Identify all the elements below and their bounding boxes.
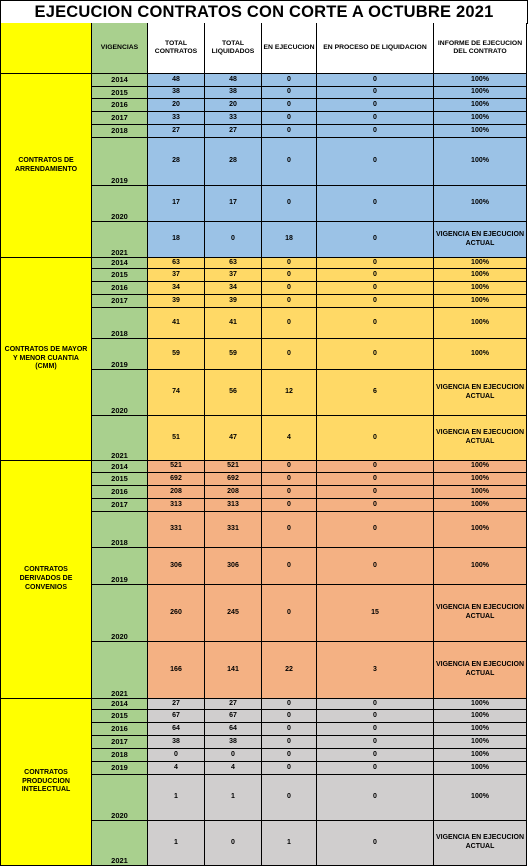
informe-cell: 100% <box>434 762 527 775</box>
informe-cell: 100% <box>434 512 527 548</box>
total-contratos-cell: 67 <box>148 710 205 723</box>
total-contratos-cell: 17 <box>148 186 205 222</box>
informe-cell: 100% <box>434 258 527 269</box>
total-liquidados-cell: 0 <box>205 821 262 866</box>
total-contratos-cell: 208 <box>148 486 205 499</box>
en-proceso-cell: 0 <box>317 699 434 710</box>
total-liquidados-cell: 34 <box>205 282 262 295</box>
en-ejecucion-cell: 0 <box>262 269 317 282</box>
total-contratos-cell: 33 <box>148 112 205 125</box>
en-ejecucion-cell: 0 <box>262 710 317 723</box>
en-proceso-cell: 0 <box>317 736 434 749</box>
header-total-liquidados: TOTAL LIQUIDADOS <box>205 23 262 74</box>
total-liquidados-cell: 0 <box>205 749 262 762</box>
total-contratos-cell: 18 <box>148 222 205 258</box>
en-proceso-cell: 15 <box>317 585 434 642</box>
en-ejecucion-cell: 0 <box>262 486 317 499</box>
total-contratos-cell: 74 <box>148 370 205 416</box>
total-liquidados-cell: 67 <box>205 710 262 723</box>
total-contratos-cell: 521 <box>148 461 205 473</box>
total-liquidados-cell: 56 <box>205 370 262 416</box>
en-ejecucion-cell: 12 <box>262 370 317 416</box>
en-ejecucion-cell: 0 <box>262 282 317 295</box>
informe-cell: 100% <box>434 499 527 512</box>
total-liquidados-cell: 313 <box>205 499 262 512</box>
year-cell: 2015 <box>92 269 148 282</box>
en-proceso-cell: 0 <box>317 710 434 723</box>
informe-cell: 100% <box>434 699 527 710</box>
en-ejecucion-cell: 0 <box>262 258 317 269</box>
year-cell: 2014 <box>92 74 148 87</box>
en-ejecucion-cell: 0 <box>262 138 317 186</box>
total-liquidados-cell: 4 <box>205 762 262 775</box>
total-contratos-cell: 51 <box>148 416 205 461</box>
informe-cell: 100% <box>434 339 527 370</box>
year-cell: 2014 <box>92 258 148 269</box>
en-proceso-cell: 0 <box>317 138 434 186</box>
total-liquidados-cell: 59 <box>205 339 262 370</box>
year-cell: 2017 <box>92 112 148 125</box>
en-proceso-cell: 0 <box>317 416 434 461</box>
total-liquidados-cell: 28 <box>205 138 262 186</box>
informe-cell: VIGENCIA EN EJECUCION ACTUAL <box>434 821 527 866</box>
total-contratos-cell: 37 <box>148 269 205 282</box>
informe-cell: 100% <box>434 486 527 499</box>
header-total-contratos: TOTAL CONTRATOS <box>148 23 205 74</box>
header-vigencias: VIGENCIAS <box>92 23 148 74</box>
total-liquidados-cell: 306 <box>205 548 262 585</box>
en-proceso-cell: 0 <box>317 512 434 548</box>
total-contratos-cell: 306 <box>148 548 205 585</box>
year-cell: 2016 <box>92 723 148 736</box>
year-cell: 2017 <box>92 295 148 308</box>
total-liquidados-cell: 33 <box>205 112 262 125</box>
en-proceso-cell: 0 <box>317 723 434 736</box>
sheet-title: EJECUCION CONTRATOS CON CORTE A OCTUBRE 2021 <box>0 0 528 24</box>
total-liquidados-cell: 141 <box>205 642 262 699</box>
year-cell: 2018 <box>92 512 148 548</box>
en-ejecucion-cell: 0 <box>262 87 317 99</box>
total-contratos-cell: 34 <box>148 282 205 295</box>
year-cell: 2020 <box>92 370 148 416</box>
total-liquidados-cell: 64 <box>205 723 262 736</box>
en-ejecucion-cell: 0 <box>262 295 317 308</box>
informe-cell: 100% <box>434 186 527 222</box>
informe-cell: 100% <box>434 269 527 282</box>
en-ejecucion-cell: 0 <box>262 112 317 125</box>
en-ejecucion-cell: 22 <box>262 642 317 699</box>
total-contratos-cell: 48 <box>148 74 205 87</box>
informe-cell: 100% <box>434 736 527 749</box>
total-liquidados-cell: 47 <box>205 416 262 461</box>
total-liquidados-cell: 27 <box>205 125 262 138</box>
total-contratos-cell: 59 <box>148 339 205 370</box>
total-contratos-cell: 41 <box>148 308 205 339</box>
year-cell: 2021 <box>92 642 148 699</box>
header-corner <box>0 23 92 74</box>
year-cell: 2016 <box>92 486 148 499</box>
total-contratos-cell: 166 <box>148 642 205 699</box>
total-liquidados-cell: 41 <box>205 308 262 339</box>
informe-cell: 100% <box>434 749 527 762</box>
en-ejecucion-cell: 0 <box>262 473 317 486</box>
informe-cell: 100% <box>434 308 527 339</box>
en-proceso-cell: 0 <box>317 112 434 125</box>
total-liquidados-cell: 27 <box>205 699 262 710</box>
total-liquidados-cell: 1 <box>205 775 262 821</box>
total-liquidados-cell: 63 <box>205 258 262 269</box>
total-contratos-cell: 64 <box>148 723 205 736</box>
year-cell: 2014 <box>92 461 148 473</box>
total-liquidados-cell: 39 <box>205 295 262 308</box>
year-cell: 2021 <box>92 222 148 258</box>
informe-cell: VIGENCIA EN EJECUCION ACTUAL <box>434 370 527 416</box>
total-contratos-cell: 0 <box>148 749 205 762</box>
total-contratos-cell: 38 <box>148 736 205 749</box>
en-ejecucion-cell: 0 <box>262 499 317 512</box>
year-cell: 2019 <box>92 138 148 186</box>
total-contratos-cell: 27 <box>148 699 205 710</box>
en-proceso-cell: 0 <box>317 308 434 339</box>
total-liquidados-cell: 331 <box>205 512 262 548</box>
en-ejecucion-cell: 0 <box>262 125 317 138</box>
year-cell: 2021 <box>92 821 148 866</box>
year-cell: 2019 <box>92 548 148 585</box>
informe-cell: 100% <box>434 295 527 308</box>
en-ejecucion-cell: 0 <box>262 99 317 112</box>
total-contratos-cell: 39 <box>148 295 205 308</box>
category-label: CONTRATOS PRODUCCION INTELECTUAL <box>0 699 92 866</box>
en-ejecucion-cell: 0 <box>262 749 317 762</box>
en-proceso-cell: 0 <box>317 295 434 308</box>
total-liquidados-cell: 17 <box>205 186 262 222</box>
year-cell: 2016 <box>92 99 148 112</box>
informe-cell: VIGENCIA EN EJECUCION ACTUAL <box>434 642 527 699</box>
year-cell: 2018 <box>92 749 148 762</box>
en-proceso-cell: 0 <box>317 775 434 821</box>
en-proceso-cell: 0 <box>317 548 434 585</box>
en-proceso-cell: 0 <box>317 74 434 87</box>
informe-cell: 100% <box>434 710 527 723</box>
en-ejecucion-cell: 1 <box>262 821 317 866</box>
total-contratos-cell: 4 <box>148 762 205 775</box>
total-contratos-cell: 1 <box>148 821 205 866</box>
en-proceso-cell: 0 <box>317 486 434 499</box>
year-cell: 2015 <box>92 87 148 99</box>
en-proceso-cell: 0 <box>317 222 434 258</box>
en-ejecucion-cell: 0 <box>262 775 317 821</box>
category-label: CONTRATOS DE ARRENDAMIENTO <box>0 74 92 258</box>
total-contratos-cell: 27 <box>148 125 205 138</box>
en-proceso-cell: 3 <box>317 642 434 699</box>
total-contratos-cell: 20 <box>148 99 205 112</box>
header-en-proceso: EN PROCESO DE LIQUIDACION <box>317 23 434 74</box>
informe-cell: 100% <box>434 723 527 736</box>
total-contratos-cell: 1 <box>148 775 205 821</box>
informe-cell: 100% <box>434 112 527 125</box>
en-ejecucion-cell: 0 <box>262 699 317 710</box>
en-proceso-cell: 0 <box>317 87 434 99</box>
en-ejecucion-cell: 0 <box>262 339 317 370</box>
en-proceso-cell: 0 <box>317 99 434 112</box>
year-cell: 2015 <box>92 710 148 723</box>
en-proceso-cell: 0 <box>317 258 434 269</box>
informe-cell: 100% <box>434 87 527 99</box>
en-ejecucion-cell: 0 <box>262 186 317 222</box>
year-cell: 2021 <box>92 416 148 461</box>
en-ejecucion-cell: 0 <box>262 74 317 87</box>
en-proceso-cell: 0 <box>317 762 434 775</box>
year-cell: 2019 <box>92 762 148 775</box>
en-proceso-cell: 0 <box>317 749 434 762</box>
en-proceso-cell: 0 <box>317 125 434 138</box>
total-liquidados-cell: 0 <box>205 222 262 258</box>
total-liquidados-cell: 245 <box>205 585 262 642</box>
informe-cell: 100% <box>434 548 527 585</box>
informe-cell: VIGENCIA EN EJECUCION ACTUAL <box>434 222 527 258</box>
en-ejecucion-cell: 0 <box>262 736 317 749</box>
total-contratos-cell: 38 <box>148 87 205 99</box>
total-contratos-cell: 63 <box>148 258 205 269</box>
en-ejecucion-cell: 0 <box>262 585 317 642</box>
total-liquidados-cell: 37 <box>205 269 262 282</box>
year-cell: 2015 <box>92 473 148 486</box>
category-label: CONTRATOS DE MAYOR Y MENOR CUANTIA (CMM) <box>0 258 92 461</box>
total-liquidados-cell: 208 <box>205 486 262 499</box>
total-contratos-cell: 28 <box>148 138 205 186</box>
total-contratos-cell: 692 <box>148 473 205 486</box>
informe-cell: VIGENCIA EN EJECUCION ACTUAL <box>434 585 527 642</box>
en-ejecucion-cell: 0 <box>262 461 317 473</box>
en-ejecucion-cell: 0 <box>262 548 317 585</box>
year-cell: 2016 <box>92 282 148 295</box>
en-proceso-cell: 0 <box>317 461 434 473</box>
en-proceso-cell: 0 <box>317 499 434 512</box>
year-cell: 2020 <box>92 186 148 222</box>
total-liquidados-cell: 38 <box>205 87 262 99</box>
total-contratos-cell: 331 <box>148 512 205 548</box>
en-ejecucion-cell: 0 <box>262 723 317 736</box>
en-proceso-cell: 0 <box>317 339 434 370</box>
en-ejecucion-cell: 18 <box>262 222 317 258</box>
en-proceso-cell: 6 <box>317 370 434 416</box>
year-cell: 2018 <box>92 125 148 138</box>
year-cell: 2020 <box>92 775 148 821</box>
informe-cell: 100% <box>434 461 527 473</box>
en-proceso-cell: 0 <box>317 269 434 282</box>
informe-cell: 100% <box>434 125 527 138</box>
en-ejecucion-cell: 0 <box>262 308 317 339</box>
en-proceso-cell: 0 <box>317 282 434 295</box>
year-cell: 2017 <box>92 499 148 512</box>
year-cell: 2020 <box>92 585 148 642</box>
total-liquidados-cell: 38 <box>205 736 262 749</box>
en-ejecucion-cell: 4 <box>262 416 317 461</box>
informe-cell: 100% <box>434 74 527 87</box>
informe-cell: 100% <box>434 282 527 295</box>
year-cell: 2019 <box>92 339 148 370</box>
en-proceso-cell: 0 <box>317 473 434 486</box>
year-cell: 2017 <box>92 736 148 749</box>
informe-cell: VIGENCIA EN EJECUCION ACTUAL <box>434 416 527 461</box>
header-en-ejecucion: EN EJECUCION <box>262 23 317 74</box>
en-proceso-cell: 0 <box>317 186 434 222</box>
informe-cell: 100% <box>434 775 527 821</box>
en-proceso-cell: 0 <box>317 821 434 866</box>
category-label: CONTRATOS DERIVADOS DE CONVENIOS <box>0 461 92 699</box>
total-liquidados-cell: 692 <box>205 473 262 486</box>
total-liquidados-cell: 20 <box>205 99 262 112</box>
total-liquidados-cell: 48 <box>205 74 262 87</box>
informe-cell: 100% <box>434 138 527 186</box>
year-cell: 2014 <box>92 699 148 710</box>
en-ejecucion-cell: 0 <box>262 762 317 775</box>
year-cell: 2018 <box>92 308 148 339</box>
informe-cell: 100% <box>434 99 527 112</box>
total-contratos-cell: 313 <box>148 499 205 512</box>
informe-cell: 100% <box>434 473 527 486</box>
total-liquidados-cell: 521 <box>205 461 262 473</box>
total-contratos-cell: 260 <box>148 585 205 642</box>
en-ejecucion-cell: 0 <box>262 512 317 548</box>
header-informe: INFORME DE EJECUCION DEL CONTRATO <box>434 23 527 74</box>
